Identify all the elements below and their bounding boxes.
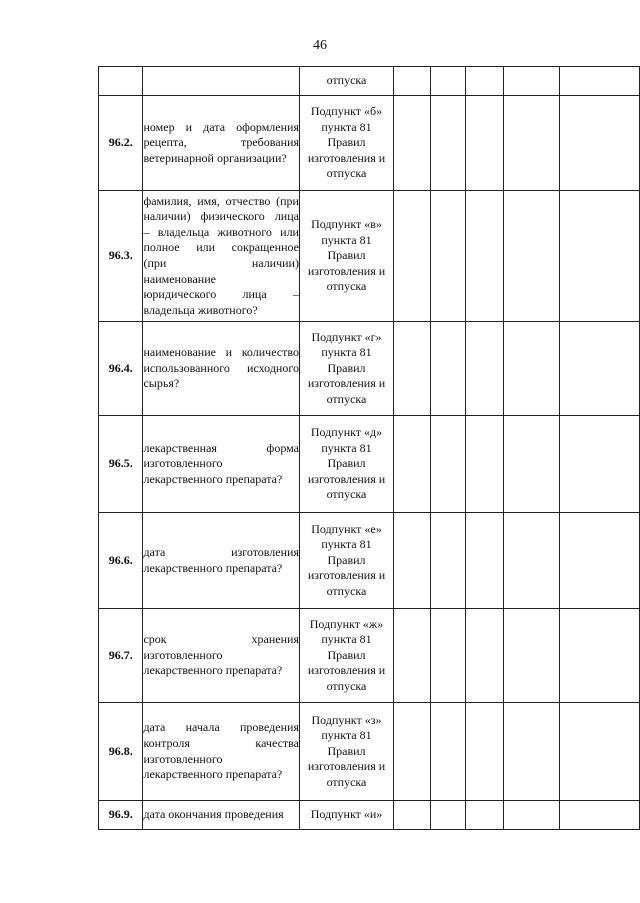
question-line: наличии) физического лица: [143, 209, 299, 224]
answer-cell: [503, 801, 560, 830]
reference-line: Подпункт «з»: [311, 712, 382, 727]
answer-cell: [394, 609, 431, 703]
question-line: изготовленного: [143, 456, 223, 471]
reference-line: Правил: [327, 743, 366, 758]
question-line: – владельца животного или: [143, 224, 299, 239]
legal-reference-cell: [299, 801, 393, 830]
reference-line: Подпункт «г»: [311, 329, 382, 344]
reference-line: отпуска: [326, 678, 367, 693]
table-row: [99, 609, 640, 703]
question-line: лекарственного препарата?: [143, 767, 283, 782]
answer-cell: [503, 609, 560, 703]
answer-cell: [560, 191, 640, 322]
answer-cell: [394, 416, 431, 513]
reference-line: Подпункт «е»: [311, 521, 382, 536]
answer-cell: [431, 96, 466, 191]
answer-cell: [431, 801, 466, 830]
answer-cell: [431, 513, 466, 609]
reference-line: отпуска: [326, 279, 367, 294]
question-cell: [143, 416, 300, 513]
page-number: 46: [313, 38, 327, 53]
legal-reference-cell: [299, 96, 393, 191]
question-line: лекарственная форма: [143, 440, 299, 455]
reference-line: изготовления и: [307, 568, 386, 583]
table-row: [99, 416, 640, 513]
question-line: ветеринарной организации?: [143, 150, 287, 165]
question-line: использованного исходного: [143, 360, 299, 375]
question-line: дата начала проведения: [143, 720, 299, 735]
answer-cell: [503, 96, 560, 191]
answer-cell: [560, 703, 640, 801]
answer-cell: [394, 96, 431, 191]
question-line: юридического лица –: [143, 287, 299, 302]
reference-line: отпуска: [326, 166, 367, 181]
reference-line: пункта 81: [321, 728, 372, 743]
answer-cell: [560, 416, 640, 513]
question-line: наименование: [143, 271, 216, 286]
answer-cell: [394, 67, 431, 96]
item-number: 96.4.: [99, 322, 143, 416]
reference-line: отпуска: [326, 583, 367, 598]
reference-line: изготовления и: [307, 263, 386, 278]
answer-cell: [466, 191, 503, 322]
answer-cell: [466, 801, 503, 830]
reference-line: пункта 81: [321, 345, 372, 360]
answer-cell: [503, 191, 560, 322]
question-line: сырья?: [143, 376, 180, 391]
legal-reference-cell: [299, 703, 393, 801]
reference-line: отпуска: [326, 774, 367, 789]
answer-cell: [560, 96, 640, 191]
table-row: [99, 513, 640, 609]
answer-cell: [560, 67, 640, 96]
item-number: 96.9.: [99, 801, 143, 830]
question-line: дата окончания проведения: [143, 807, 284, 822]
legal-reference-cell: [299, 609, 393, 703]
answer-cell: [466, 322, 503, 416]
question-line: полное или сокращенное: [143, 240, 299, 255]
answer-cell: [466, 416, 503, 513]
question-line: владельца животного?: [143, 302, 258, 317]
reference-line: пункта 81: [321, 232, 372, 247]
item-number: [99, 67, 143, 96]
answer-cell: [560, 513, 640, 609]
answer-cell: [431, 322, 466, 416]
legal-reference-cell: [299, 191, 393, 322]
checklist-table: [98, 66, 640, 830]
item-number: 96.7.: [99, 609, 143, 703]
answer-cell: [431, 703, 466, 801]
table-row: [99, 67, 640, 96]
reference-line: изготовления и: [307, 150, 386, 165]
table-row: [99, 801, 640, 830]
answer-cell: [466, 67, 503, 96]
question-cell: [143, 191, 300, 322]
answer-cell: [394, 513, 431, 609]
reference-line: пункта 81: [321, 537, 372, 552]
legal-reference-cell: [299, 513, 393, 609]
answer-cell: [394, 191, 431, 322]
reference-line: Подпункт «в»: [311, 217, 382, 232]
answer-cell: [560, 322, 640, 416]
question-line: лекарственного препарата?: [143, 560, 283, 575]
reference-line: Подпункт «б»: [310, 104, 383, 119]
question-cell: [143, 513, 300, 609]
question-line: дата изготовления: [143, 544, 299, 559]
question-cell: [143, 67, 300, 96]
answer-cell: [560, 609, 640, 703]
table-row: [99, 191, 640, 322]
reference-line: Подпункт «ж»: [309, 616, 384, 631]
question-line: (при наличии): [143, 256, 299, 270]
question-cell: [143, 322, 300, 416]
answer-cell: [431, 416, 466, 513]
question-cell: [143, 703, 300, 801]
item-number: 96.8.: [99, 703, 143, 801]
reference-line: Правил: [327, 248, 366, 263]
table-row: [99, 703, 640, 801]
item-number: 96.6.: [99, 513, 143, 609]
answer-cell: [503, 322, 560, 416]
question-line: лекарственного препарата?: [143, 471, 283, 486]
reference-line: изготовления и: [307, 376, 386, 391]
answer-cell: [466, 609, 503, 703]
reference-line: изготовления и: [307, 663, 386, 678]
reference-line: Правил: [327, 552, 366, 567]
reference-line: Правил: [327, 647, 366, 662]
question-cell: [143, 96, 300, 191]
answer-cell: [466, 513, 503, 609]
reference-line: изготовления и: [307, 759, 386, 774]
answer-cell: [394, 322, 431, 416]
reference-line: пункта 81: [321, 119, 372, 134]
reference-line: Правил: [327, 360, 366, 375]
answer-cell: [560, 801, 640, 830]
question-cell: [143, 609, 300, 703]
question-line: контроля качества: [143, 735, 299, 750]
question-line: номер и дата оформления: [143, 119, 299, 134]
item-number: 96.2.: [99, 96, 143, 191]
question-cell: [143, 801, 300, 830]
reference-line: Подпункт «д»: [310, 425, 383, 440]
legal-reference-cell: [299, 322, 393, 416]
answer-cell: [431, 67, 466, 96]
answer-cell: [466, 96, 503, 191]
question-line: фамилия, имя, отчество (при: [143, 193, 299, 208]
answer-cell: [503, 416, 560, 513]
reference-line: Правил: [327, 456, 366, 471]
question-line: наименование и количество: [143, 345, 299, 360]
answer-cell: [431, 609, 466, 703]
legal-reference-cell: [299, 416, 393, 513]
reference-line: пункта 81: [321, 632, 372, 647]
reference-line: Правил: [327, 135, 366, 150]
table-row: [99, 322, 640, 416]
answer-cell: [431, 191, 466, 322]
question-line: изготовленного: [143, 751, 223, 766]
answer-cell: [503, 67, 560, 96]
answer-cell: [394, 703, 431, 801]
reference-line: отпуска: [326, 487, 367, 502]
item-number: 96.5.: [99, 416, 143, 513]
question-line: лекарственного препарата?: [143, 663, 283, 678]
question-line: рецепта, требования: [143, 135, 299, 150]
reference-line: изготовления и: [307, 471, 386, 486]
answer-cell: [503, 703, 560, 801]
reference-line: Подпункт «и»: [310, 807, 383, 822]
answer-cell: [394, 801, 431, 830]
question-line: изготовленного: [143, 647, 223, 662]
legal-reference-cell: [299, 67, 393, 96]
reference-line: пункта 81: [321, 440, 372, 455]
reference-line: отпуска: [326, 391, 367, 406]
question-line: срок хранения: [143, 632, 299, 647]
answer-cell: [503, 513, 560, 609]
table-row: [99, 96, 640, 191]
reference-line: отпуска: [326, 73, 367, 88]
answer-cell: [466, 703, 503, 801]
item-number: 96.3.: [99, 191, 143, 322]
